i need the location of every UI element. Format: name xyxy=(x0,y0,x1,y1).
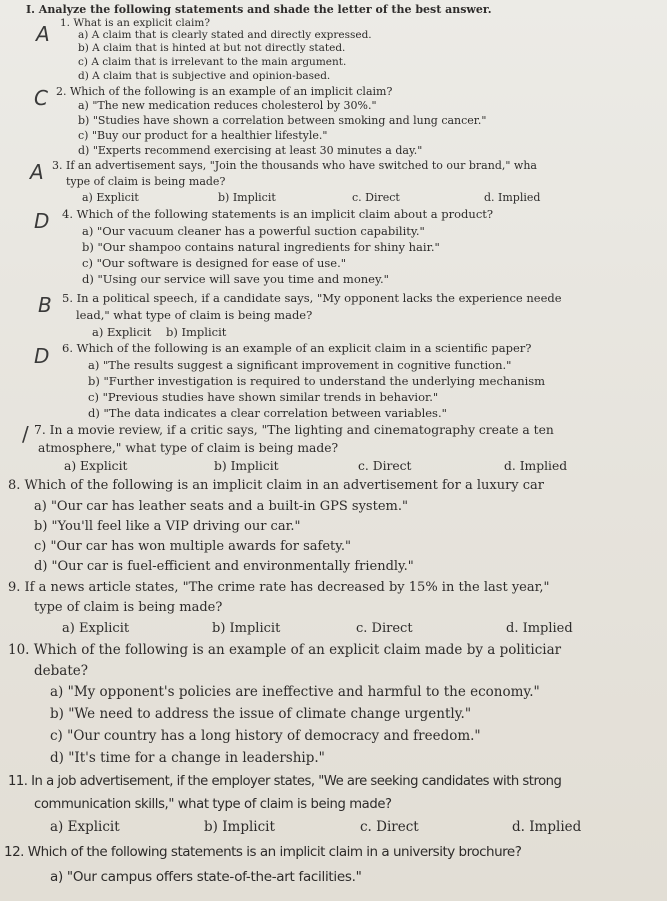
question-5-stem-line1: 5. In a political speech, if a candidate says, "My opponent lacks the experience neede xyxy=(62,291,562,305)
q4-option-d[interactable]: d) "Using our service will save you time and money." xyxy=(82,272,389,286)
q7-option-a[interactable]: a) Explicit xyxy=(64,459,128,473)
q10-option-c[interactable]: c) "Our country has a long history of democracy and freedom." xyxy=(50,728,481,744)
handwritten-answer-6: D xyxy=(34,344,50,368)
q8-option-a[interactable]: a) "Our car has leather seats and a built-in GPS system." xyxy=(34,499,408,514)
question-10-stem-line2: debate? xyxy=(34,663,88,679)
q2-option-b[interactable]: b) "Studies have shown a correlation between smoking and lung cancer." xyxy=(78,114,487,127)
q3-option-a[interactable]: a) Explicit xyxy=(82,191,139,204)
q4-option-a[interactable]: a) "Our vacuum cleaner has a powerful suction capability." xyxy=(82,224,425,238)
q11-option-d[interactable]: d. Implied xyxy=(512,819,582,835)
q7-option-b[interactable]: b) Implicit xyxy=(214,459,279,473)
q11-option-a[interactable]: a) Explicit xyxy=(50,819,120,835)
handwritten-answer-7: / xyxy=(22,422,29,446)
question-11-stem-line2: communication skills," what type of claim is being made? xyxy=(34,797,392,812)
q10-option-a[interactable]: a) "My opponent's policies are ineffective and harmful to the economy." xyxy=(50,684,540,700)
q6-option-b[interactable]: b) "Further investigation is required to understand the underlying mechanism xyxy=(88,374,546,388)
question-7-stem-line1: 7. In a movie review, if a critic says, "The lighting and cinematography create a ten xyxy=(34,423,554,437)
q8-option-d[interactable]: d) "Our car is fuel-efficient and environmentally friendly." xyxy=(34,559,414,574)
q2-option-a[interactable]: a) "The new medication reduces cholesterol by 30%." xyxy=(78,99,377,112)
q11-option-b[interactable]: b) Implicit xyxy=(204,819,275,835)
handwritten-answer-1: A xyxy=(36,22,50,46)
question-3-stem-line1: 3. If an advertisement says, "Join the thousands who have switched to our brand," wha xyxy=(52,159,537,172)
question-11-stem-line1: 11. In a job advertisement, if the employer states, "We are seeking candidates with strong xyxy=(8,774,562,789)
question-12-stem: 12. Which of the following statements is an implicit claim in a university brochure? xyxy=(4,844,522,860)
q3-option-c[interactable]: c. Direct xyxy=(352,191,400,204)
q6-option-d[interactable]: d) "The data indicates a clear correlation between variables." xyxy=(88,406,447,420)
q2-option-d[interactable]: d) "Experts recommend exercising at least 30 minutes a day." xyxy=(78,144,423,157)
q2-option-c[interactable]: c) "Buy our product for a healthier lifestyle." xyxy=(78,129,328,142)
q7-option-c[interactable]: c. Direct xyxy=(358,459,412,473)
question-6-stem: 6. Which of the following is an example of an explicit claim in a scientific paper? xyxy=(62,341,532,355)
q8-option-b[interactable]: b) "You'll feel like a VIP driving our car." xyxy=(34,519,301,534)
q10-option-d[interactable]: d) "It's time for a change in leadership." xyxy=(50,750,325,766)
q9-option-c[interactable]: c. Direct xyxy=(356,621,413,636)
handwritten-answer-4: D xyxy=(34,209,50,233)
q4-option-b[interactable]: b) "Our shampoo contains natural ingredients for shiny hair." xyxy=(82,240,440,254)
q8-option-c[interactable]: c) "Our car has won multiple awards for safety." xyxy=(34,539,351,554)
question-10-stem-line1: 10. Which of the following is an example of an explicit claim made by a politiciar xyxy=(8,642,562,658)
handwritten-answer-2: C xyxy=(34,86,48,110)
question-4-stem: 4. Which of the following statements is an implicit claim about a product? xyxy=(62,207,494,221)
q3-option-d[interactable]: d. Implied xyxy=(484,191,541,204)
q12-option-a[interactable]: a) "Our campus offers state-of-the-art facilities." xyxy=(50,869,362,885)
q1-option-d[interactable]: d) A claim that is subjective and opinion-based. xyxy=(78,70,331,82)
question-7-stem-line2: atmosphere," what type of claim is being made? xyxy=(38,441,339,455)
q1-option-a[interactable]: a) A claim that is clearly stated and directly expressed. xyxy=(78,29,372,41)
q9-option-d[interactable]: d. Implied xyxy=(506,621,573,636)
q11-option-c[interactable]: c. Direct xyxy=(360,819,419,835)
q3-option-b[interactable]: b) Implicit xyxy=(218,191,276,204)
question-9-stem-line2: type of claim is being made? xyxy=(34,600,223,615)
q9-option-a[interactable]: a) Explicit xyxy=(62,621,130,636)
q6-option-a[interactable]: a) "The results suggest a significant improvement in cognitive function." xyxy=(88,358,512,372)
q7-option-d[interactable]: d. Implied xyxy=(504,459,568,473)
q10-option-b[interactable]: b) "We need to address the issue of climate change urgently." xyxy=(50,706,472,722)
q6-option-c[interactable]: c) "Previous studies have shown similar trends in behavior." xyxy=(88,390,439,404)
q1-option-c[interactable]: c) A claim that is irrelevant to the main argument. xyxy=(78,56,347,68)
question-2-stem: 2. Which of the following is an example of an implicit claim? xyxy=(56,85,393,98)
q5-options[interactable]: a) Explicit b) Implicit xyxy=(92,325,227,339)
q4-option-c[interactable]: c) "Our software is designed for ease of use." xyxy=(82,256,347,270)
q9-option-b[interactable]: b) Implicit xyxy=(212,621,281,636)
instructions-title: I. Analyze the following statements and shade the letter of the best answer. xyxy=(26,3,492,16)
question-1-stem: 1. What is an explicit claim? xyxy=(60,17,210,29)
handwritten-answer-5: B xyxy=(38,293,52,317)
question-3-stem-line2: type of claim is being made? xyxy=(66,175,226,188)
q1-option-b[interactable]: b) A claim that is hinted at but not directly stated. xyxy=(78,42,346,54)
question-9-stem-line1: 9. If a news article states, "The crime rate has decreased by 15% in the last year," xyxy=(8,580,550,595)
question-8-stem: 8. Which of the following is an implicit claim in an advertisement for a luxury car xyxy=(8,478,545,493)
question-5-stem-line2: lead," what type of claim is being made? xyxy=(76,308,313,322)
handwritten-answer-3: A xyxy=(30,160,44,184)
